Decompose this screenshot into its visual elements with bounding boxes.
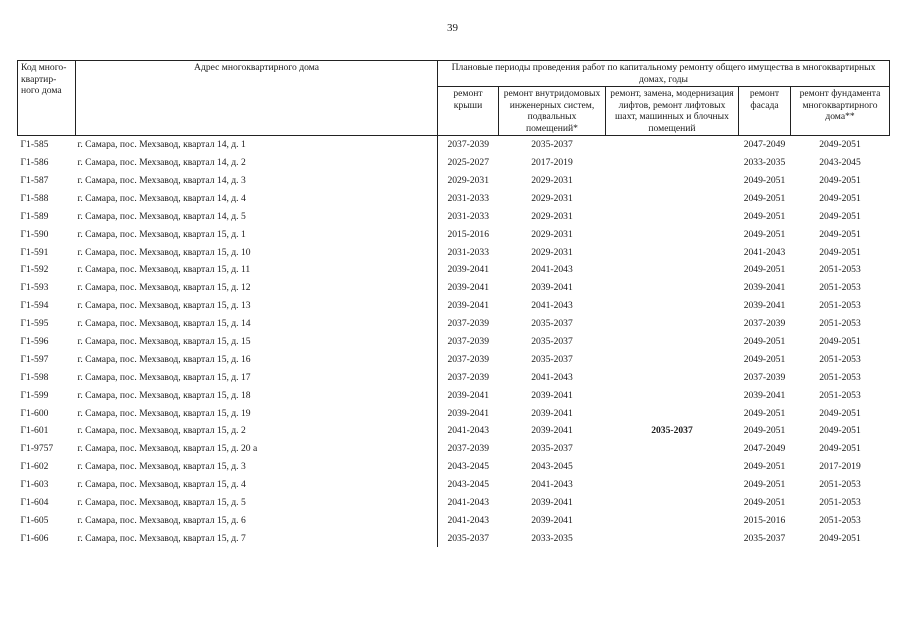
cell-systems: 2035-2037	[531, 318, 573, 330]
cell-roof: 2035-2037	[438, 530, 499, 548]
cell-foundation: 2051-2053	[819, 371, 861, 383]
cell-elevators	[606, 208, 739, 226]
cell-code: Г1-604	[20, 497, 49, 508]
cell-foundation: 2051-2053	[819, 264, 861, 276]
table-row	[18, 422, 890, 440]
cell-roof: 2037-2039	[438, 369, 499, 387]
cell-foundation: 2051-2053	[819, 389, 861, 401]
cell-foundation: 2051-2053	[819, 353, 861, 365]
table-row	[18, 458, 890, 476]
cell-roof: 2041-2043	[438, 422, 499, 440]
cell-roof: 2015-2016	[438, 225, 499, 243]
cell-code: Г1-588	[20, 192, 49, 204]
cell-code: Г1-602	[20, 461, 49, 473]
cell-foundation: 2017-2019	[819, 461, 861, 473]
cell-code: Г1-589	[20, 210, 49, 222]
cell-facade: 2049-2051	[743, 228, 786, 240]
cell-foundation: 2049-2051	[819, 228, 861, 240]
cell-systems: 2035-2037	[531, 353, 573, 365]
table-row	[18, 494, 890, 512]
cell-address: г. Самара, пос. Мехзавод, квартал 15, д. 14	[77, 318, 251, 330]
cell-facade: 2047-2049	[743, 139, 786, 151]
cell-systems: 2039-2041	[531, 425, 573, 437]
cell-facade: 2041-2043	[743, 246, 786, 258]
cell-code: Г1-592	[20, 264, 49, 276]
cell-foundation: 2043-2045	[819, 157, 861, 169]
cell-foundation: 2049-2051	[819, 139, 861, 151]
cell-elevators: 2035-2037	[651, 425, 693, 437]
table-row	[18, 440, 890, 458]
cell-code: Г1-603	[20, 479, 49, 491]
page-number: 39	[447, 22, 458, 34]
cell-foundation: 2051-2053	[819, 282, 861, 294]
cell-elevators	[606, 386, 739, 404]
cell-elevators	[606, 512, 739, 530]
cell-address: г. Самара, пос. Мехзавод, квартал 14, д. 1	[77, 139, 246, 151]
cell-address: г. Самара, пос. Мехзавод, квартал 15, д. 15	[77, 335, 251, 347]
cell-facade: 2049-2051	[743, 425, 786, 437]
table-row	[18, 297, 890, 315]
cell-address: г. Самара, пос. Мехзавод, квартал 15, д. 3	[77, 461, 246, 473]
cell-code: Г1-590	[20, 228, 49, 240]
cell-elevators	[606, 458, 739, 476]
cell-facade: 2037-2039	[743, 371, 786, 383]
cell-roof: 2041-2043	[438, 512, 499, 530]
cell-systems: 2039-2041	[531, 389, 573, 401]
cell-elevators	[606, 351, 739, 369]
cell-elevators	[606, 297, 739, 315]
cell-roof: 2031-2033	[438, 243, 499, 261]
cell-code: Г1-599	[20, 389, 49, 401]
table-row	[18, 225, 890, 243]
cell-elevators	[606, 440, 739, 458]
cell-code: Г1-597	[20, 353, 49, 365]
cell-foundation: 2051-2053	[819, 497, 861, 508]
cell-roof: 2037-2039	[438, 315, 499, 333]
cell-elevators	[606, 333, 739, 351]
cell-address: г. Самара, пос. Мехзавод, квартал 14, д. 4	[77, 192, 246, 204]
table-body	[18, 136, 890, 548]
cell-foundation: 2049-2051	[819, 335, 861, 347]
cell-facade: 2039-2041	[743, 389, 786, 401]
cell-foundation: 2051-2053	[819, 514, 861, 526]
cell-systems: 2041-2043	[531, 479, 573, 491]
table-row	[18, 530, 890, 548]
cell-elevators	[606, 261, 739, 279]
table-row	[18, 476, 890, 494]
cell-code: Г1-586	[20, 157, 49, 169]
cell-systems: 2035-2037	[531, 443, 573, 455]
cell-facade: 2035-2037	[743, 532, 786, 544]
cell-roof: 2037-2039	[438, 351, 499, 369]
repair-schedule-table	[17, 60, 890, 547]
cell-elevators	[606, 494, 739, 512]
cell-systems: 2033-2035	[531, 532, 573, 544]
cell-roof: 2037-2039	[438, 136, 499, 154]
cell-code: Г1-585	[20, 139, 49, 151]
cell-foundation: 2051-2053	[819, 300, 861, 312]
cell-elevators	[606, 530, 739, 548]
cell-systems: 2041-2043	[531, 371, 573, 383]
cell-elevators	[606, 404, 739, 422]
cell-foundation: 2049-2051	[819, 425, 861, 437]
cell-roof: 2029-2031	[438, 172, 499, 190]
table-row	[18, 512, 890, 530]
cell-address: г. Самара, пос. Мехзавод, квартал 15, д. 4	[77, 479, 246, 491]
cell-roof: 2037-2039	[438, 333, 499, 351]
cell-roof: 2039-2041	[438, 279, 499, 297]
cell-foundation: 2049-2051	[819, 174, 861, 186]
cell-systems: 2029-2031	[531, 228, 573, 240]
cell-roof: 2043-2045	[438, 458, 499, 476]
cell-address: г. Самара, пос. Мехзавод, квартал 15, д. 18	[77, 389, 251, 401]
cell-elevators	[606, 154, 739, 172]
cell-facade: 2049-2051	[743, 264, 786, 276]
table-row	[18, 404, 890, 422]
cell-roof: 2043-2045	[438, 476, 499, 494]
cell-code: Г1-594	[20, 300, 49, 312]
cell-roof: 2031-2033	[438, 208, 499, 226]
table-row	[18, 154, 890, 172]
header-facade: ремонт фасада	[739, 87, 791, 136]
cell-address: г. Самара, пос. Мехзавод, квартал 15, д. 16	[77, 353, 251, 365]
cell-facade: 2049-2051	[743, 479, 786, 491]
cell-elevators	[606, 476, 739, 494]
cell-systems: 2035-2037	[531, 335, 573, 347]
cell-address: г. Самара, пос. Мехзавод, квартал 15, д. 2	[77, 425, 246, 437]
cell-address: г. Самара, пос. Мехзавод, квартал 15, д. 17	[77, 371, 251, 383]
cell-address: г. Самара, пос. Мехзавод, квартал 15, д. 20 а	[77, 443, 258, 455]
header-elevators: ремонт, замена, модернизация лифтов, ремонт лифтовых шахт, машинных и блочных помещений	[606, 87, 739, 136]
cell-roof: 2039-2041	[438, 386, 499, 404]
cell-roof: 2025-2027	[438, 154, 499, 172]
cell-roof: 2039-2041	[438, 261, 499, 279]
cell-facade: 2049-2051	[743, 407, 786, 419]
cell-systems: 2035-2037	[531, 139, 573, 151]
cell-elevators	[606, 136, 739, 154]
cell-roof: 2041-2043	[438, 494, 499, 512]
cell-foundation: 2049-2051	[819, 210, 861, 222]
table-row	[18, 172, 890, 190]
cell-foundation: 2049-2051	[819, 443, 861, 455]
cell-systems: 2039-2041	[531, 407, 573, 419]
cell-systems: 2039-2041	[531, 497, 573, 508]
cell-facade: 2049-2051	[743, 210, 786, 222]
cell-systems: 2029-2031	[531, 174, 573, 186]
header-systems: ремонт внутридомовых инженерных систем, подвальных помещений*	[499, 87, 606, 136]
cell-code: Г1-606	[20, 532, 49, 544]
cell-foundation: 2049-2051	[819, 192, 861, 204]
cell-systems: 2029-2031	[531, 210, 573, 222]
cell-facade: 2039-2041	[743, 282, 786, 294]
table-row	[18, 190, 890, 208]
table-row	[18, 333, 890, 351]
cell-roof: 2031-2033	[438, 190, 499, 208]
cell-address: г. Самара, пос. Мехзавод, квартал 15, д. 12	[77, 282, 251, 294]
cell-facade: 2039-2041	[743, 300, 786, 312]
cell-facade: 2049-2051	[743, 497, 786, 508]
cell-code: Г1-587	[20, 174, 49, 186]
cell-elevators	[606, 172, 739, 190]
header-roof: ремонт крыши	[438, 87, 499, 136]
cell-address: г. Самара, пос. Мехзавод, квартал 15, д. 1	[77, 228, 246, 240]
cell-facade: 2015-2016	[743, 514, 786, 526]
cell-address: г. Самара, пос. Мехзавод, квартал 14, д. 2	[77, 157, 246, 169]
cell-code: Г1-595	[20, 318, 49, 330]
table-row	[18, 369, 890, 387]
cell-systems: 2017-2019	[531, 157, 573, 169]
header-foundation: ремонт фундамента многоквартирного дома**	[791, 87, 890, 136]
cell-facade: 2047-2049	[743, 443, 786, 455]
cell-address: г. Самара, пос. Мехзавод, квартал 14, д. 3	[77, 174, 246, 186]
table-row	[18, 243, 890, 261]
cell-code: Г1-596	[20, 335, 49, 347]
cell-address: г. Самара, пос. Мехзавод, квартал 14, д. 5	[77, 210, 246, 222]
cell-code: Г1-598	[20, 371, 49, 383]
cell-foundation: 2051-2053	[819, 479, 861, 491]
cell-foundation: 2049-2051	[819, 407, 861, 419]
cell-systems: 2029-2031	[531, 246, 573, 258]
cell-address: г. Самара, пос. Мехзавод, квартал 15, д. 6	[77, 514, 246, 526]
table-row	[18, 386, 890, 404]
cell-foundation: 2051-2053	[819, 318, 861, 330]
cell-roof: 2037-2039	[438, 440, 499, 458]
cell-facade: 2037-2039	[743, 318, 786, 330]
table-row	[18, 261, 890, 279]
cell-facade: 2033-2035	[743, 157, 786, 169]
cell-facade: 2049-2051	[743, 335, 786, 347]
cell-elevators	[606, 315, 739, 333]
cell-elevators	[606, 190, 739, 208]
table-row	[18, 315, 890, 333]
cell-code: Г1-591	[20, 246, 49, 258]
table-row	[18, 351, 890, 369]
cell-address: г. Самара, пос. Мехзавод, квартал 15, д. 11	[77, 264, 251, 276]
cell-facade: 2049-2051	[743, 174, 786, 186]
cell-facade: 2049-2051	[743, 353, 786, 365]
cell-elevators	[606, 225, 739, 243]
cell-elevators	[606, 279, 739, 297]
header-code: Код много-квартир-ного дома	[18, 61, 76, 136]
header-address: Адрес многоквартирного дома	[76, 61, 438, 136]
cell-address: г. Самара, пос. Мехзавод, квартал 15, д. 10	[77, 246, 251, 258]
cell-address: г. Самара, пос. Мехзавод, квартал 15, д. 13	[77, 300, 251, 312]
cell-facade: 2049-2051	[743, 461, 786, 473]
table-row	[18, 136, 890, 154]
cell-address: г. Самара, пос. Мехзавод, квартал 15, д. 7	[77, 532, 246, 544]
header-periods: Плановые периоды проведения работ по капитальному ремонту общего имущества в многоквартирных домах, годы	[438, 61, 890, 87]
cell-foundation: 2049-2051	[819, 246, 861, 258]
cell-roof: 2039-2041	[438, 297, 499, 315]
cell-facade: 2049-2051	[743, 192, 786, 204]
cell-code: Г1-605	[20, 514, 49, 526]
cell-elevators	[606, 369, 739, 387]
table-row	[18, 208, 890, 226]
table-header-row	[18, 61, 890, 87]
cell-systems: 2039-2041	[531, 282, 573, 294]
cell-code: Г1-601	[20, 425, 49, 437]
cell-address: г. Самара, пос. Мехзавод, квартал 15, д. 19	[77, 407, 251, 419]
cell-systems: 2041-2043	[531, 264, 573, 276]
cell-elevators	[606, 243, 739, 261]
table-row	[18, 279, 890, 297]
cell-systems: 2043-2045	[531, 461, 573, 473]
cell-systems: 2029-2031	[531, 192, 573, 204]
cell-code: Г1-600	[20, 407, 49, 419]
cell-foundation: 2049-2051	[819, 532, 861, 544]
cell-code: Г1-9757	[20, 443, 54, 455]
cell-systems: 2039-2041	[531, 514, 573, 526]
cell-code: Г1-593	[20, 282, 49, 294]
cell-roof: 2039-2041	[438, 404, 499, 422]
cell-address: г. Самара, пос. Мехзавод, квартал 15, д. 5	[77, 497, 246, 508]
cell-systems: 2041-2043	[531, 300, 573, 312]
